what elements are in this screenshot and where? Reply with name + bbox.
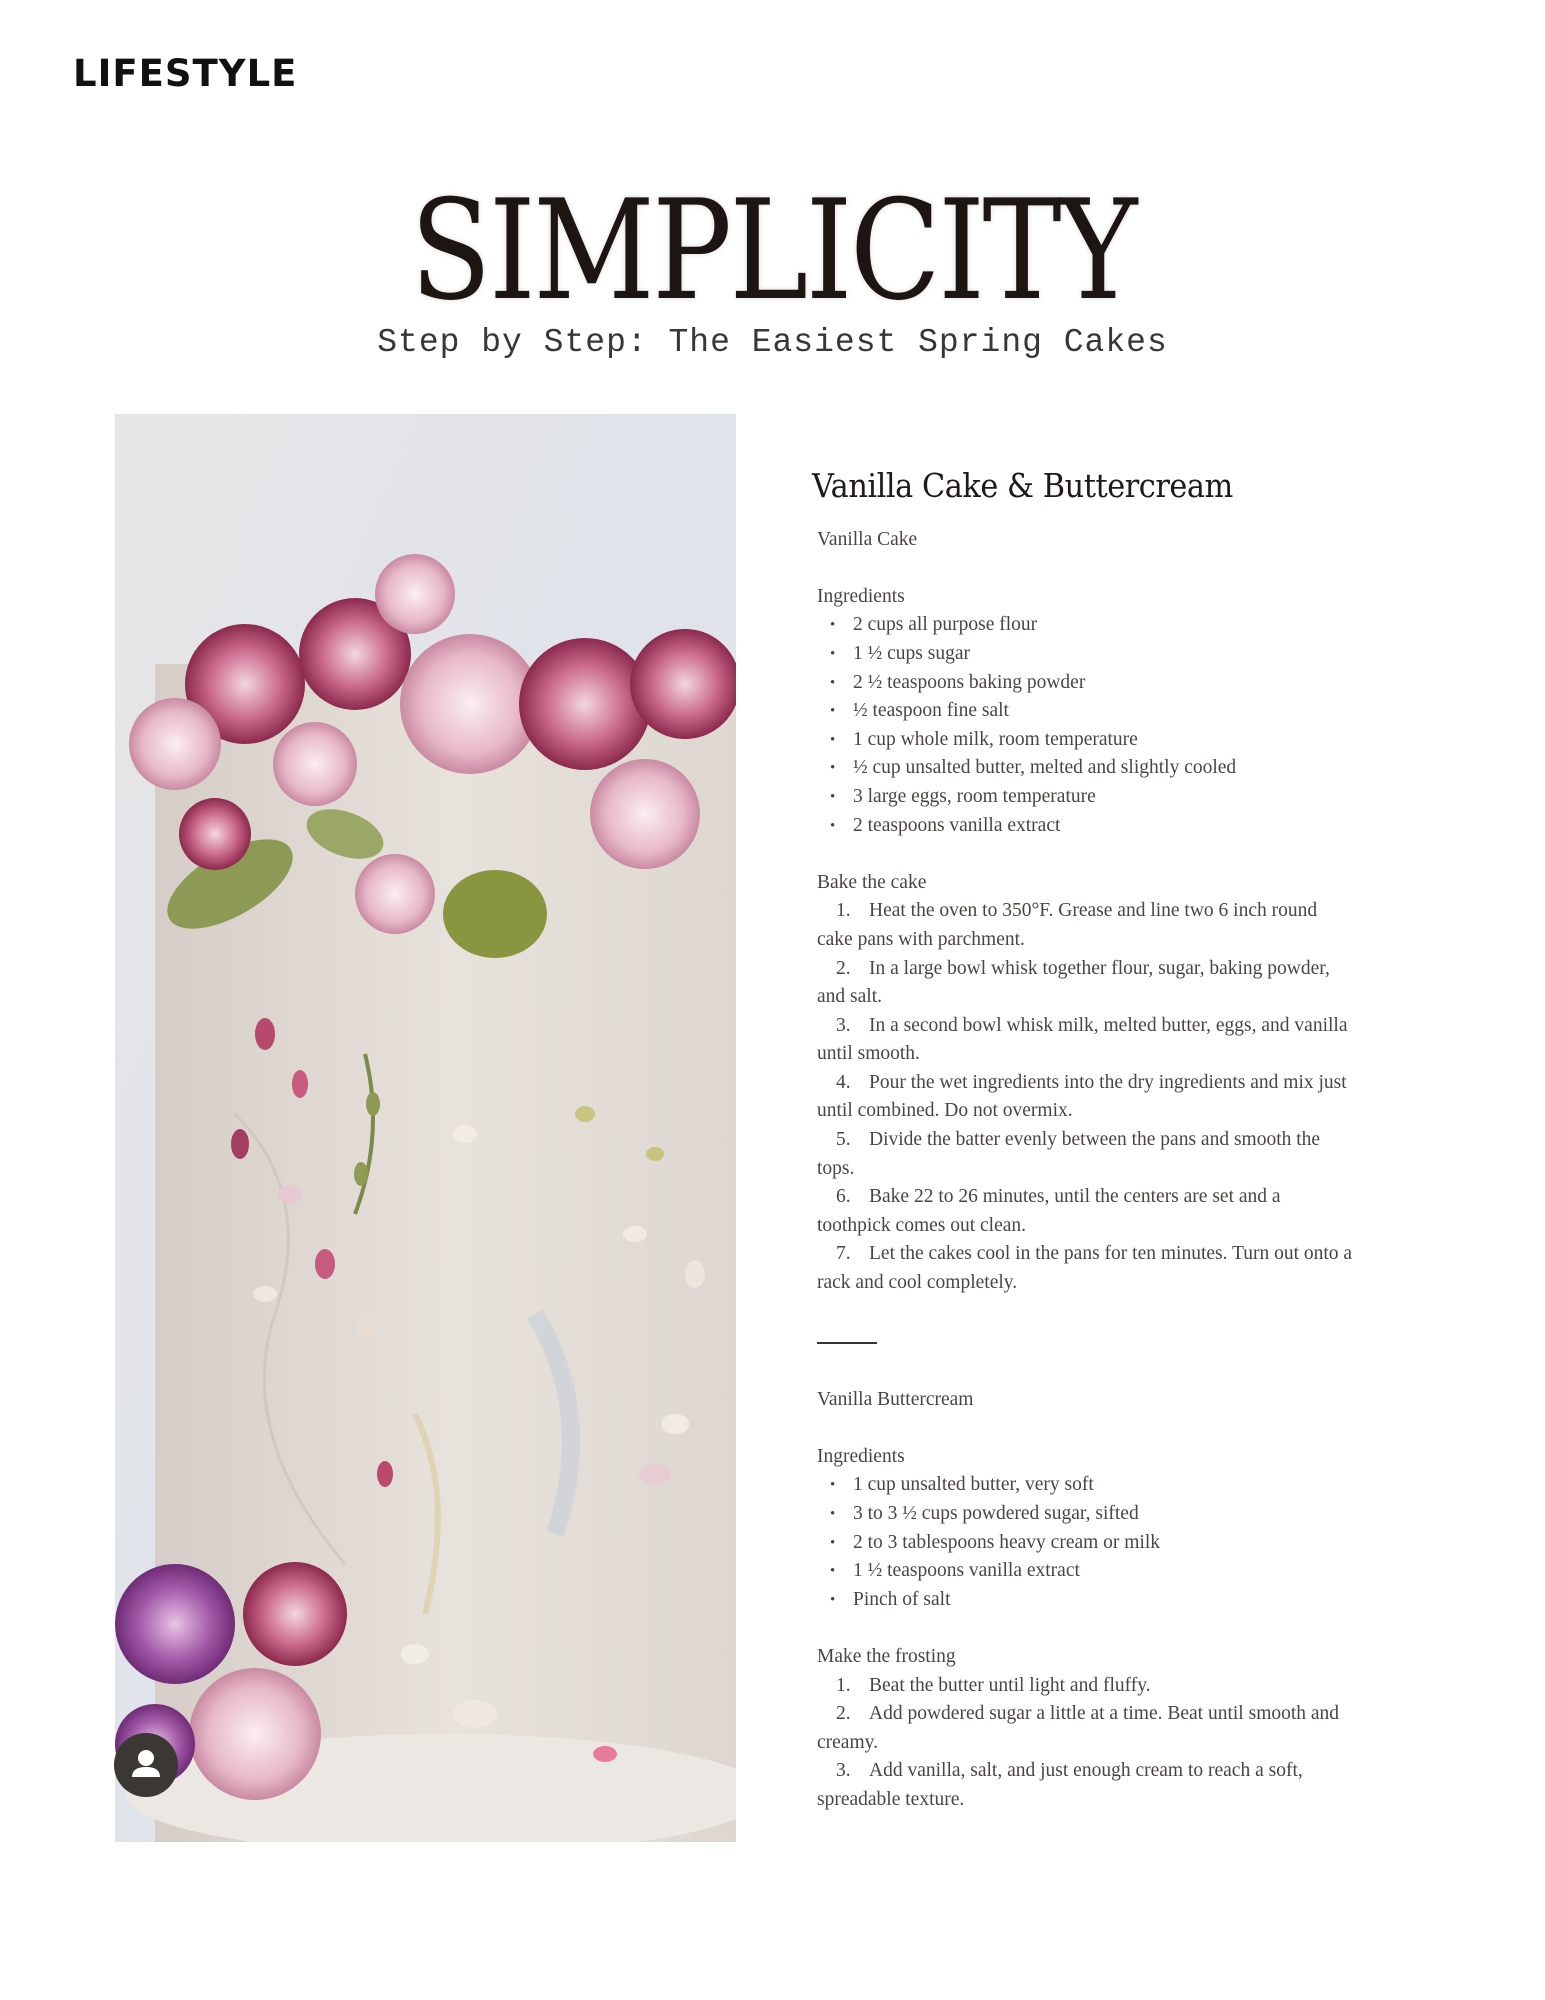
- step-number: 2.: [836, 1703, 851, 1725]
- list-item: • 2 to 3 tablespoons heavy cream or milk: [817, 1529, 1357, 1558]
- list-item: • 2 teaspoons vanilla extract: [817, 812, 1357, 841]
- step-number: 4.: [836, 1071, 851, 1093]
- list-item: • 3 to 3 ½ cups powdered sugar, sifted: [817, 1500, 1357, 1529]
- step-number: 2.: [836, 957, 851, 979]
- step-number: 1.: [836, 900, 851, 922]
- step-text: In a second bowl whisk milk, melted butter, eggs, and vanilla until smooth.: [817, 1014, 1348, 1065]
- list-item: [817, 1183, 1357, 1240]
- step-text: Add vanilla, salt, and just enough cream to reach a soft, spreadable texture.: [817, 1760, 1303, 1810]
- step-text: Let the cakes cool in the pans for ten minutes. Turn out onto a rack and cool completely.: [817, 1243, 1353, 1294]
- list-item: [817, 1757, 1357, 1814]
- buttercream-ingredients-list: [817, 1471, 1357, 1614]
- recipe-title: Vanilla Cake & Buttercream: [812, 466, 1233, 505]
- step-number: 3.: [836, 1760, 851, 1782]
- recipe-column: [812, 466, 1357, 1815]
- buttercream-steps-list: [817, 1672, 1357, 1815]
- list-item: • 2 cups all purpose flour: [817, 611, 1357, 640]
- list-item: • 1 cup unsalted butter, very soft: [817, 1471, 1357, 1500]
- list-item: [817, 1672, 1357, 1701]
- section-label: LIFESTYLE: [73, 52, 298, 95]
- buttercream-heading: Vanilla Buttercream: [817, 1388, 974, 1410]
- list-item: [817, 1240, 1357, 1297]
- buttercream-ingredients-heading: Ingredients: [817, 1445, 905, 1467]
- cake-ingredients-heading: Ingredients: [817, 585, 905, 607]
- buttercream-method-heading: Make the frosting: [817, 1645, 956, 1667]
- person-icon[interactable]: [114, 1733, 178, 1797]
- cake-method-heading: Bake the cake: [817, 871, 927, 893]
- step-number: 5.: [836, 1129, 851, 1151]
- list-item: [817, 1069, 1357, 1126]
- cake-photo: [115, 414, 736, 1842]
- list-item: • 1 ½ teaspoons vanilla extract: [817, 1557, 1357, 1586]
- list-item: • 3 large eggs, room temperature: [817, 783, 1357, 812]
- step-text: Beat the butter until light and fluffy.: [869, 1674, 1151, 1696]
- step-text: Divide the batter evenly between the pans and smooth the tops.: [817, 1129, 1321, 1179]
- step-number: 1.: [836, 1674, 851, 1696]
- list-item: [817, 955, 1357, 1012]
- list-item: • 2 ½ teaspoons baking powder: [817, 669, 1357, 698]
- list-item: • 1 cup whole milk, room temperature: [817, 726, 1357, 755]
- list-item: [817, 1700, 1357, 1757]
- cake-heading: Vanilla Cake: [817, 528, 918, 550]
- list-item: [817, 897, 1357, 954]
- section-divider: [817, 1342, 877, 1344]
- step-text: In a large bowl whisk together flour, sugar, baking powder, and salt.: [817, 957, 1330, 1008]
- step-number: 6.: [836, 1186, 851, 1208]
- list-item: [817, 1012, 1357, 1069]
- page-subtitle: Step by Step: The Easiest Spring Cakes: [377, 324, 1168, 361]
- step-number: 3.: [836, 1014, 851, 1036]
- cake-steps-list: [817, 897, 1357, 1297]
- list-item: [817, 1126, 1357, 1183]
- step-number: 7.: [836, 1243, 851, 1265]
- list-item: • 1 ½ cups sugar: [817, 640, 1357, 669]
- cake-ingredients-list: [817, 611, 1357, 840]
- step-text: Pour the wet ingredients into the dry ingredients and mix just until combined. Do not overmix.: [817, 1071, 1347, 1122]
- list-item: • Pinch of salt: [817, 1586, 1357, 1615]
- list-item: • ½ cup unsalted butter, melted and slightly cooled: [817, 754, 1357, 783]
- list-item: • ½ teaspoon fine salt: [817, 697, 1357, 726]
- step-text: Heat the oven to 350°F. Grease and line two 6 inch round cake pans with parchment.: [817, 900, 1318, 950]
- step-text: Add powdered sugar a little at a time. Beat until smooth and creamy.: [817, 1703, 1340, 1753]
- masthead-title: SIMPLICITY: [410, 170, 1135, 331]
- step-text: Bake 22 to 26 minutes, until the centers are set and a toothpick comes out clean.: [817, 1186, 1281, 1236]
